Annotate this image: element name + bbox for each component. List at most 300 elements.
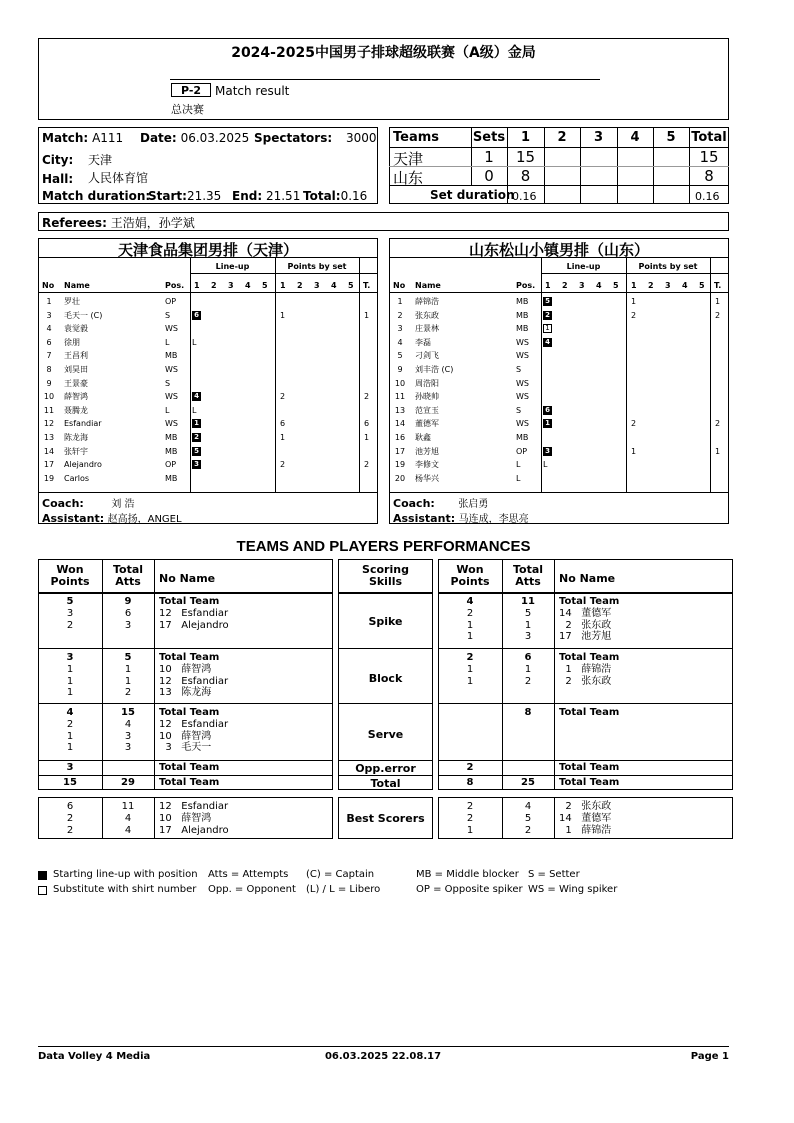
pt-h2: 2 [648, 281, 654, 290]
perf-player-name: Total Team [159, 707, 220, 718]
perf-a-won-header: Won Points [50, 563, 90, 588]
team-a-assistant-label: Assistant: [42, 512, 105, 525]
points-set-1: 2 [280, 460, 286, 470]
team-a-points-header: Points by set [287, 262, 347, 271]
hall-label: Hall: [42, 172, 74, 186]
pt-h3: 3 [314, 281, 320, 290]
player-row [389, 349, 729, 362]
player-position: MB [165, 473, 178, 483]
perf-total-atts: 11 [521, 596, 535, 607]
perf-won-points: 2 [66, 824, 74, 836]
perf-player-name: 14 董德军 [559, 607, 612, 619]
perf-won-points: 1 [66, 730, 74, 742]
score-team-a-set1: 15 [515, 148, 536, 166]
player-row [38, 458, 378, 471]
referees-label: Referees: [42, 216, 107, 230]
legend-opp: Opp. = Opponent [208, 884, 296, 895]
start-time: 21.35 [186, 189, 222, 203]
team-a-no-header: No [42, 281, 55, 290]
player-name: 陈龙海 [64, 433, 88, 442]
player-position: MB [516, 324, 529, 334]
player-position: OP [165, 297, 177, 306]
pt-h1: 1 [280, 281, 286, 290]
lineup-starting-box: 5 [192, 447, 201, 456]
perf-won-points: 2 [466, 812, 474, 824]
player-position: MB [516, 297, 529, 306]
score-team-a-sets: 1 [484, 148, 494, 166]
points-total: 1 [715, 297, 721, 306]
perf-player-name: Total Team [559, 777, 620, 788]
score-header-sets: Sets [472, 130, 506, 145]
perf-total-atts: 9 [124, 596, 132, 607]
player-number: 17 [43, 460, 55, 470]
perf-won-points: 2 [466, 762, 474, 773]
perf-won-points: 3 [66, 652, 74, 663]
player-row [389, 390, 729, 403]
footer-rule [38, 1046, 729, 1047]
player-row [389, 336, 729, 349]
player-position: MB [165, 446, 178, 456]
perf-player-name: 12 Esfandiar [159, 675, 229, 687]
team-a-t-header: T. [363, 281, 371, 290]
points-set-1: 2 [631, 310, 637, 320]
perf-player-name: 2 张东政 [559, 801, 612, 812]
player-row [38, 390, 378, 403]
legend-ws: WS = Wing spiker [528, 884, 618, 895]
perf-total-atts: 6 [124, 607, 132, 619]
player-row [389, 431, 729, 444]
perf-won-points: 5 [66, 596, 74, 607]
player-name: 徐朋 [64, 337, 80, 347]
lineup-starting-box: 4 [543, 338, 552, 347]
player-number: 13 [43, 433, 55, 442]
perf-total-atts: 8 [524, 707, 532, 718]
player-position: WS [165, 392, 178, 402]
player-name: 刘丰浩 (C) [415, 365, 454, 374]
player-number: 13 [394, 405, 406, 415]
player-number: 7 [46, 351, 52, 361]
player-row [38, 377, 378, 390]
player-row [389, 417, 729, 430]
perf-won-points: 4 [466, 596, 474, 607]
perf-won-points: 4 [66, 707, 74, 718]
player-position: MB [516, 310, 529, 320]
lineup-starting-box: 6 [543, 406, 552, 415]
legend-s: S = Setter [528, 869, 580, 880]
perf-skills-title: Scoring Skills [362, 563, 409, 588]
player-position: S [516, 405, 522, 415]
player-name: 董德军 [415, 419, 439, 429]
header-rule [170, 79, 600, 80]
lu-h1: 1 [545, 281, 551, 290]
lineup-starting-box: 3 [543, 447, 552, 456]
player-position: OP [516, 446, 528, 456]
perf-total-atts: 4 [124, 812, 132, 824]
team-b-lineup-header: Line-up [566, 262, 601, 271]
perf-player-name: 12 Esfandiar [159, 718, 229, 730]
perf-won-points: 1 [66, 675, 74, 687]
perf-won-points: 2 [66, 812, 74, 824]
skill-block: Block [368, 672, 403, 685]
pt-h1: 1 [631, 281, 637, 290]
player-row [38, 417, 378, 430]
perf-player-name: 17 Alejandro [159, 619, 229, 631]
player-name: 罗壮 [64, 297, 80, 306]
score-team-a-total: 15 [699, 148, 719, 166]
perf-won-points: 1 [66, 663, 74, 675]
points-set-1: 1 [280, 310, 286, 320]
player-row [389, 404, 729, 417]
player-position: MB [165, 351, 178, 361]
date-group [140, 131, 249, 145]
legend-atts: Atts = Attempts [208, 869, 289, 880]
start-label: Start: [148, 189, 187, 203]
perf-player-name: 2 张东政 [559, 675, 612, 687]
perf-player-name: 1 薛锦浩 [559, 824, 612, 836]
perf-total-atts: 3 [524, 631, 532, 643]
lineup-substitute-box: 1 [543, 324, 552, 333]
perf-total-atts: 11 [121, 801, 135, 812]
player-number: 6 [46, 337, 52, 347]
lu-h4: 4 [245, 281, 251, 290]
pt-h5: 5 [699, 281, 705, 290]
perf-won-points: 2 [66, 718, 74, 730]
perf-won-points: 3 [66, 607, 74, 619]
score-header-set4: 4 [630, 130, 640, 145]
spectators-value: 3000 [346, 131, 377, 145]
perf-total-atts: 1 [524, 663, 532, 675]
legend-empty-square [38, 886, 47, 895]
perf-player-name: 17 Alejandro [159, 824, 229, 836]
perf-player-name: 10 薛智鸿 [159, 730, 212, 742]
player-name: 庄景林 [415, 324, 439, 334]
player-row [389, 295, 729, 308]
skill-best-scorers: Best Scorers [346, 812, 425, 825]
player-position: WS [516, 337, 529, 347]
points-total: 2 [364, 392, 370, 402]
player-row [38, 363, 378, 376]
perf-won-points: 2 [466, 801, 474, 812]
perf-total-atts: 6 [524, 652, 532, 663]
city-label: City: [42, 153, 74, 167]
perf-won-points: 2 [466, 652, 474, 663]
perf-won-points: 1 [466, 675, 474, 687]
perf-player-name: Total Team [559, 652, 620, 663]
perf-total-atts: 3 [124, 619, 132, 631]
perf-won-points: 2 [66, 619, 74, 631]
skill-opp-error: Opp.error [355, 762, 416, 775]
perf-won-points: 3 [66, 762, 74, 773]
team-b-assistant-name: 马连成，李思亮 [458, 514, 529, 525]
player-number: 17 [394, 446, 406, 456]
start-group [148, 189, 221, 203]
player-position: MB [516, 433, 529, 442]
lineup-starting-box: 3 [192, 460, 201, 469]
player-row [38, 445, 378, 458]
perf-player-name: 13 陈龙海 [159, 687, 212, 699]
legend-starting: Starting line-up with position [53, 869, 198, 880]
perf-player-name: 1 薛锦浩 [559, 663, 612, 675]
team-a-assistant-name: 赵高扬，ANGEL [107, 514, 182, 525]
player-name: 袁觉毅 [64, 324, 88, 334]
score-header-set3: 3 [593, 130, 604, 145]
lineup-libero: L [192, 337, 197, 347]
perf-player-name: 14 董德军 [559, 812, 612, 824]
lineup-libero: L [192, 405, 197, 415]
match-date: 06.03.2025 [180, 131, 250, 145]
player-row [389, 309, 729, 322]
perf-player-name: 2 张东政 [559, 619, 612, 631]
score-team-b-sets: 0 [484, 167, 494, 185]
city-value: 天津 [88, 153, 113, 167]
player-name: 刁剑飞 [415, 351, 439, 361]
perf-won-points: 1 [66, 687, 74, 699]
perf-total-atts: 25 [521, 777, 535, 788]
perf-total-atts: 2 [524, 675, 532, 687]
legend-captain: (C) = Captain [306, 869, 375, 880]
perf-player-name: Total Team [559, 707, 620, 718]
perf-won-points: 1 [466, 824, 474, 836]
team-b-coach [393, 495, 488, 510]
lu-h1: 1 [194, 281, 200, 290]
team-a-name: 天津食品集团男排（天津） [117, 241, 298, 259]
total-group [303, 189, 367, 203]
player-number: 19 [394, 460, 406, 470]
player-number: 3 [397, 324, 403, 334]
player-position: S [516, 365, 522, 374]
hall-value: 人民体育馆 [88, 171, 149, 185]
player-row [38, 431, 378, 444]
perf-player-name: Total Team [159, 596, 220, 607]
player-number: 1 [46, 297, 52, 306]
player-row [389, 363, 729, 376]
report-code: P-2 [171, 83, 211, 97]
team-a-name-header: Name [64, 281, 90, 290]
perf-total-atts: 29 [121, 777, 135, 788]
player-position: WS [516, 419, 529, 429]
score-team-b-total: 8 [704, 167, 714, 185]
perf-won-points: 2 [466, 607, 474, 619]
player-number: 14 [394, 419, 406, 429]
player-name: 王昌利 [64, 351, 88, 361]
player-position: S [165, 310, 171, 320]
end-label: End: [232, 189, 263, 203]
player-row [389, 445, 729, 458]
player-number: 3 [46, 310, 52, 320]
set-duration-label: Set duration [430, 188, 515, 202]
player-position: WS [165, 324, 178, 334]
points-total: 1 [364, 433, 370, 442]
team-a-pos-header: Pos. [165, 281, 185, 290]
team-b-t-header: T. [714, 281, 722, 290]
score-team-a-name: 天津 [393, 150, 424, 168]
player-row [389, 472, 729, 485]
lineup-starting-box: 4 [192, 392, 201, 401]
legend-substitute: Substitute with shirt number [53, 884, 197, 895]
team-a-assistant [42, 510, 182, 525]
perf-total-atts: 3 [124, 730, 132, 742]
player-position: L [516, 473, 521, 483]
end-group [232, 189, 300, 203]
skill-total: Total [370, 777, 401, 790]
points-total: 2 [715, 419, 721, 429]
match-number: A111 [92, 131, 124, 145]
set-duration-1: 0.16 [512, 190, 537, 203]
player-position: WS [516, 351, 529, 361]
date-label: Date: [140, 131, 177, 145]
team-b-name: 山东松山小镇男排（山东） [468, 241, 649, 259]
player-row [38, 295, 378, 308]
perf-total-atts: 2 [524, 824, 532, 836]
perf-total-atts: 15 [121, 707, 135, 718]
team-b-name-header: Name [415, 281, 441, 290]
lu-h3: 3 [228, 281, 234, 290]
points-set-1: 1 [631, 297, 637, 306]
perf-b-atts-header: Total Atts [512, 563, 544, 588]
duration-line [42, 189, 150, 203]
player-position: OP [165, 460, 177, 470]
perf-total-atts: 2 [124, 687, 132, 699]
lu-h2: 2 [562, 281, 568, 290]
lineup-libero: L [543, 460, 548, 470]
points-total: 1 [715, 446, 721, 456]
match-info-line1 [42, 131, 123, 145]
player-position: L [516, 460, 521, 470]
match-label: Match: [42, 131, 89, 145]
player-number: 19 [43, 473, 55, 483]
perf-won-points: 1 [466, 631, 474, 643]
set-duration-total: 0.16 [695, 190, 720, 203]
player-name: 周浩阳 [415, 378, 439, 388]
perf-total-atts: 4 [124, 718, 132, 730]
perf-total-atts: 1 [124, 663, 132, 675]
lineup-starting-box: 1 [543, 419, 552, 428]
player-position: L [165, 405, 170, 415]
perf-player-name: 10 薛智鸿 [159, 812, 212, 824]
score-team-b-name: 山东 [393, 169, 424, 187]
lu-h5: 5 [613, 281, 619, 290]
player-name: 毛天一 (C) [64, 310, 103, 320]
legend-filled-square [38, 871, 47, 880]
team-b-coach-name: 张启勇 [458, 499, 489, 510]
lu-h3: 3 [579, 281, 585, 290]
points-set-1: 6 [280, 419, 286, 429]
player-number: 9 [397, 365, 403, 374]
points-total: 6 [364, 419, 370, 429]
points-set-1: 2 [631, 419, 637, 429]
player-number: 4 [46, 324, 52, 334]
player-row [38, 309, 378, 322]
perf-won-points: 1 [66, 742, 74, 754]
footer-center: 06.03.2025 22.08.17 [324, 1051, 442, 1062]
player-name: 王景豪 [64, 378, 88, 388]
lu-h2: 2 [211, 281, 217, 290]
end-time: 21.51 [265, 189, 301, 203]
total-label: Total: [303, 189, 341, 203]
lu-h5: 5 [262, 281, 268, 290]
player-number: 2 [397, 310, 403, 320]
legend-op: OP = Opposite spiker [416, 884, 523, 895]
player-name: 李磊 [415, 337, 431, 347]
page-title: 2024-2025中国男子排球超级联赛（A级）金局 [231, 45, 536, 61]
total-duration: 0.16 [340, 189, 368, 203]
perf-player-name: 17 池芳旭 [559, 631, 612, 643]
team-a-coach [42, 495, 135, 510]
player-row [38, 349, 378, 362]
team-a-coach-label: Coach: [42, 497, 84, 510]
points-set-1: 1 [631, 446, 637, 456]
player-number: 10 [43, 392, 55, 402]
player-position: WS [165, 365, 178, 374]
perf-a-atts-header: Total Atts [112, 563, 144, 588]
team-a-coach-name: 刘 浩 [111, 499, 135, 510]
perf-total-atts: 3 [124, 742, 132, 754]
perf-total-atts: 1 [524, 619, 532, 631]
player-row [389, 377, 729, 390]
player-number: 9 [46, 378, 52, 388]
score-header-total: Total [691, 130, 727, 145]
player-number: 8 [46, 365, 52, 374]
player-name: 聂腾龙 [64, 405, 88, 415]
legend-libero: (L) / L = Libero [306, 884, 381, 895]
player-position: S [165, 378, 171, 388]
perf-won-points: 15 [63, 777, 77, 788]
team-b-assistant-label: Assistant: [393, 512, 456, 525]
pt-h4: 4 [682, 281, 688, 290]
team-b-coach-label: Coach: [393, 497, 435, 510]
player-name: 薛锦浩 [415, 297, 439, 306]
player-number: 16 [394, 433, 406, 442]
pt-h2: 2 [297, 281, 303, 290]
referees-names: 王浩娟，孙学斌 [110, 216, 195, 230]
team-b-pos-header: Pos. [516, 281, 536, 290]
perf-player-name: 10 薛智鸿 [159, 663, 212, 675]
points-set-1: 1 [280, 433, 286, 442]
perf-player-name: Total Team [559, 596, 620, 607]
player-number: 14 [43, 446, 55, 456]
perf-player-name: 12 Esfandiar [159, 801, 229, 812]
perf-total-atts: 5 [124, 652, 132, 663]
perf-b-name-header: No Name [559, 572, 616, 585]
team-b-assistant [393, 510, 529, 525]
lu-h4: 4 [596, 281, 602, 290]
lineup-starting-box: 5 [543, 297, 552, 306]
perf-won-points: 6 [66, 801, 74, 812]
lineup-starting-box: 2 [192, 433, 201, 442]
skill-spike: Spike [368, 615, 403, 628]
player-row [389, 458, 729, 471]
perf-player-name: Total Team [559, 762, 620, 773]
perf-a-name-header: No Name [159, 572, 216, 585]
report-name: Match result [215, 84, 290, 98]
score-header-teams: Teams [393, 130, 440, 145]
points-total: 2 [364, 460, 370, 470]
perf-total-atts: 1 [124, 675, 132, 687]
referees-line [42, 214, 195, 231]
points-total: 1 [364, 310, 370, 320]
spectators-label: Spectators: [254, 131, 333, 145]
pt-h4: 4 [331, 281, 337, 290]
team-a-lineup-header: Line-up [215, 262, 250, 271]
player-row [38, 472, 378, 485]
score-header-set5: 5 [666, 130, 676, 145]
perf-total-atts: 4 [124, 824, 132, 836]
player-row [38, 322, 378, 335]
points-total: 2 [715, 310, 721, 320]
player-number: 5 [397, 351, 403, 361]
player-row [38, 404, 378, 417]
player-name: 耿鑫 [415, 433, 431, 442]
